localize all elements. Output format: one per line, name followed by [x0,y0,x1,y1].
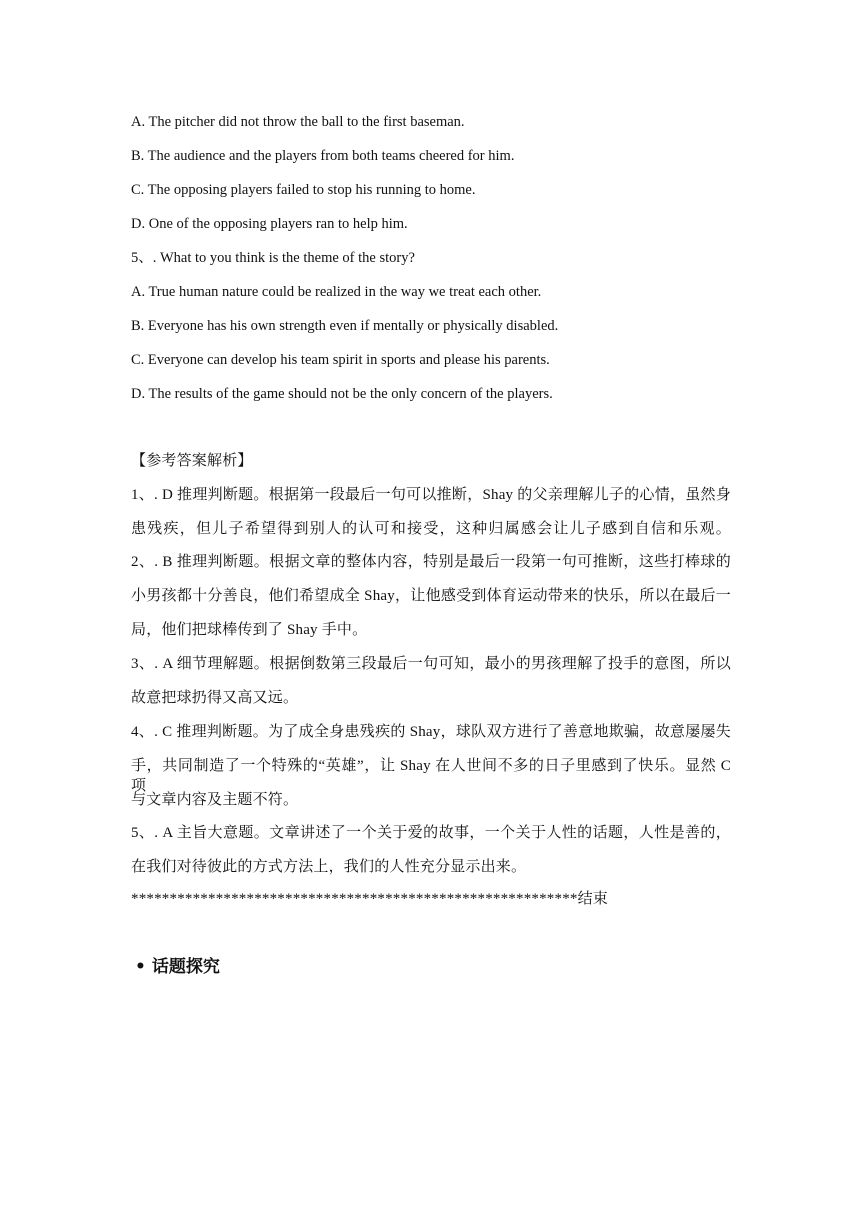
q4-option-d: D. One of the opposing players ran to help him. [131,216,408,232]
end-marker: **********************************************************结束 [131,891,609,907]
answer-line: 4、. C 推理判断题。为了成全身患残疾的 Shay，球队双方进行了善意地欺骗，故意屡屡失 [131,724,731,740]
q4-option-a: A. The pitcher did not throw the ball to the first baseman. [131,114,465,130]
answer-line: 故意把球扔得又高又远。 [131,690,299,706]
q5-option-c: C. Everyone can develop his team spirit in sports and please his parents. [131,352,550,368]
answer-line: 患残疾，但儿子希望得到别人的认可和接受，这种归属感会让儿子感到自信和乐观。 [131,521,731,537]
q5-option-b: B. Everyone has his own strength even if mentally or physically disabled. [131,318,559,334]
q5-option-d: D. The results of the game should not be the only concern of the players. [131,386,553,402]
q4-option-c: C. The opposing players failed to stop his running to home. [131,182,476,198]
answer-line: 手，共同制造了一个特殊的“英雄”，让 Shay 在人世间不多的日子里感到了快乐。显然 C 项 [131,758,731,794]
q5-stem: 5、. What to you think is the theme of the story? [131,250,415,266]
section-heading [131,956,220,978]
q5-option-a: A. True human nature could be realized in the way we treat each other. [131,284,542,300]
answer-line: 局，他们把球棒传到了 Shay 手中。 [131,622,368,638]
answer-line: 1、. D 推理判断题。根据第一段最后一句可以推断，Shay 的父亲理解儿子的心情，虽然身 [131,487,731,503]
answer-line: 5、. A 主旨大意题。文章讲述了一个关于爱的故事，一个关于人性的话题，人性是善的， [131,825,731,841]
answer-line: 2、. B 推理判断题。根据文章的整体内容，特别是最后一段第一句可推断，这些打棒球的 [131,554,731,570]
answer-line: 3、. A 细节理解题。根据倒数第三段最后一句可知，最小的男孩理解了投手的意图，所以 [131,656,731,672]
q4-option-b: B. The audience and the players from both teams cheered for him. [131,148,515,164]
answers-title: 【参考答案解析】 [131,453,253,469]
answer-line: 在我们对待彼此的方式方法上，我们的人性充分显示出来。 [131,859,527,875]
bullet-icon: • [135,957,146,977]
section-title: 话题探究 [151,957,220,977]
answer-line: 小男孩都十分善良，他们希望成全 Shay，让他感受到体育运动带来的快乐，所以在最后一 [131,588,731,604]
answer-line: 与文章内容及主题不符。 [131,792,299,808]
